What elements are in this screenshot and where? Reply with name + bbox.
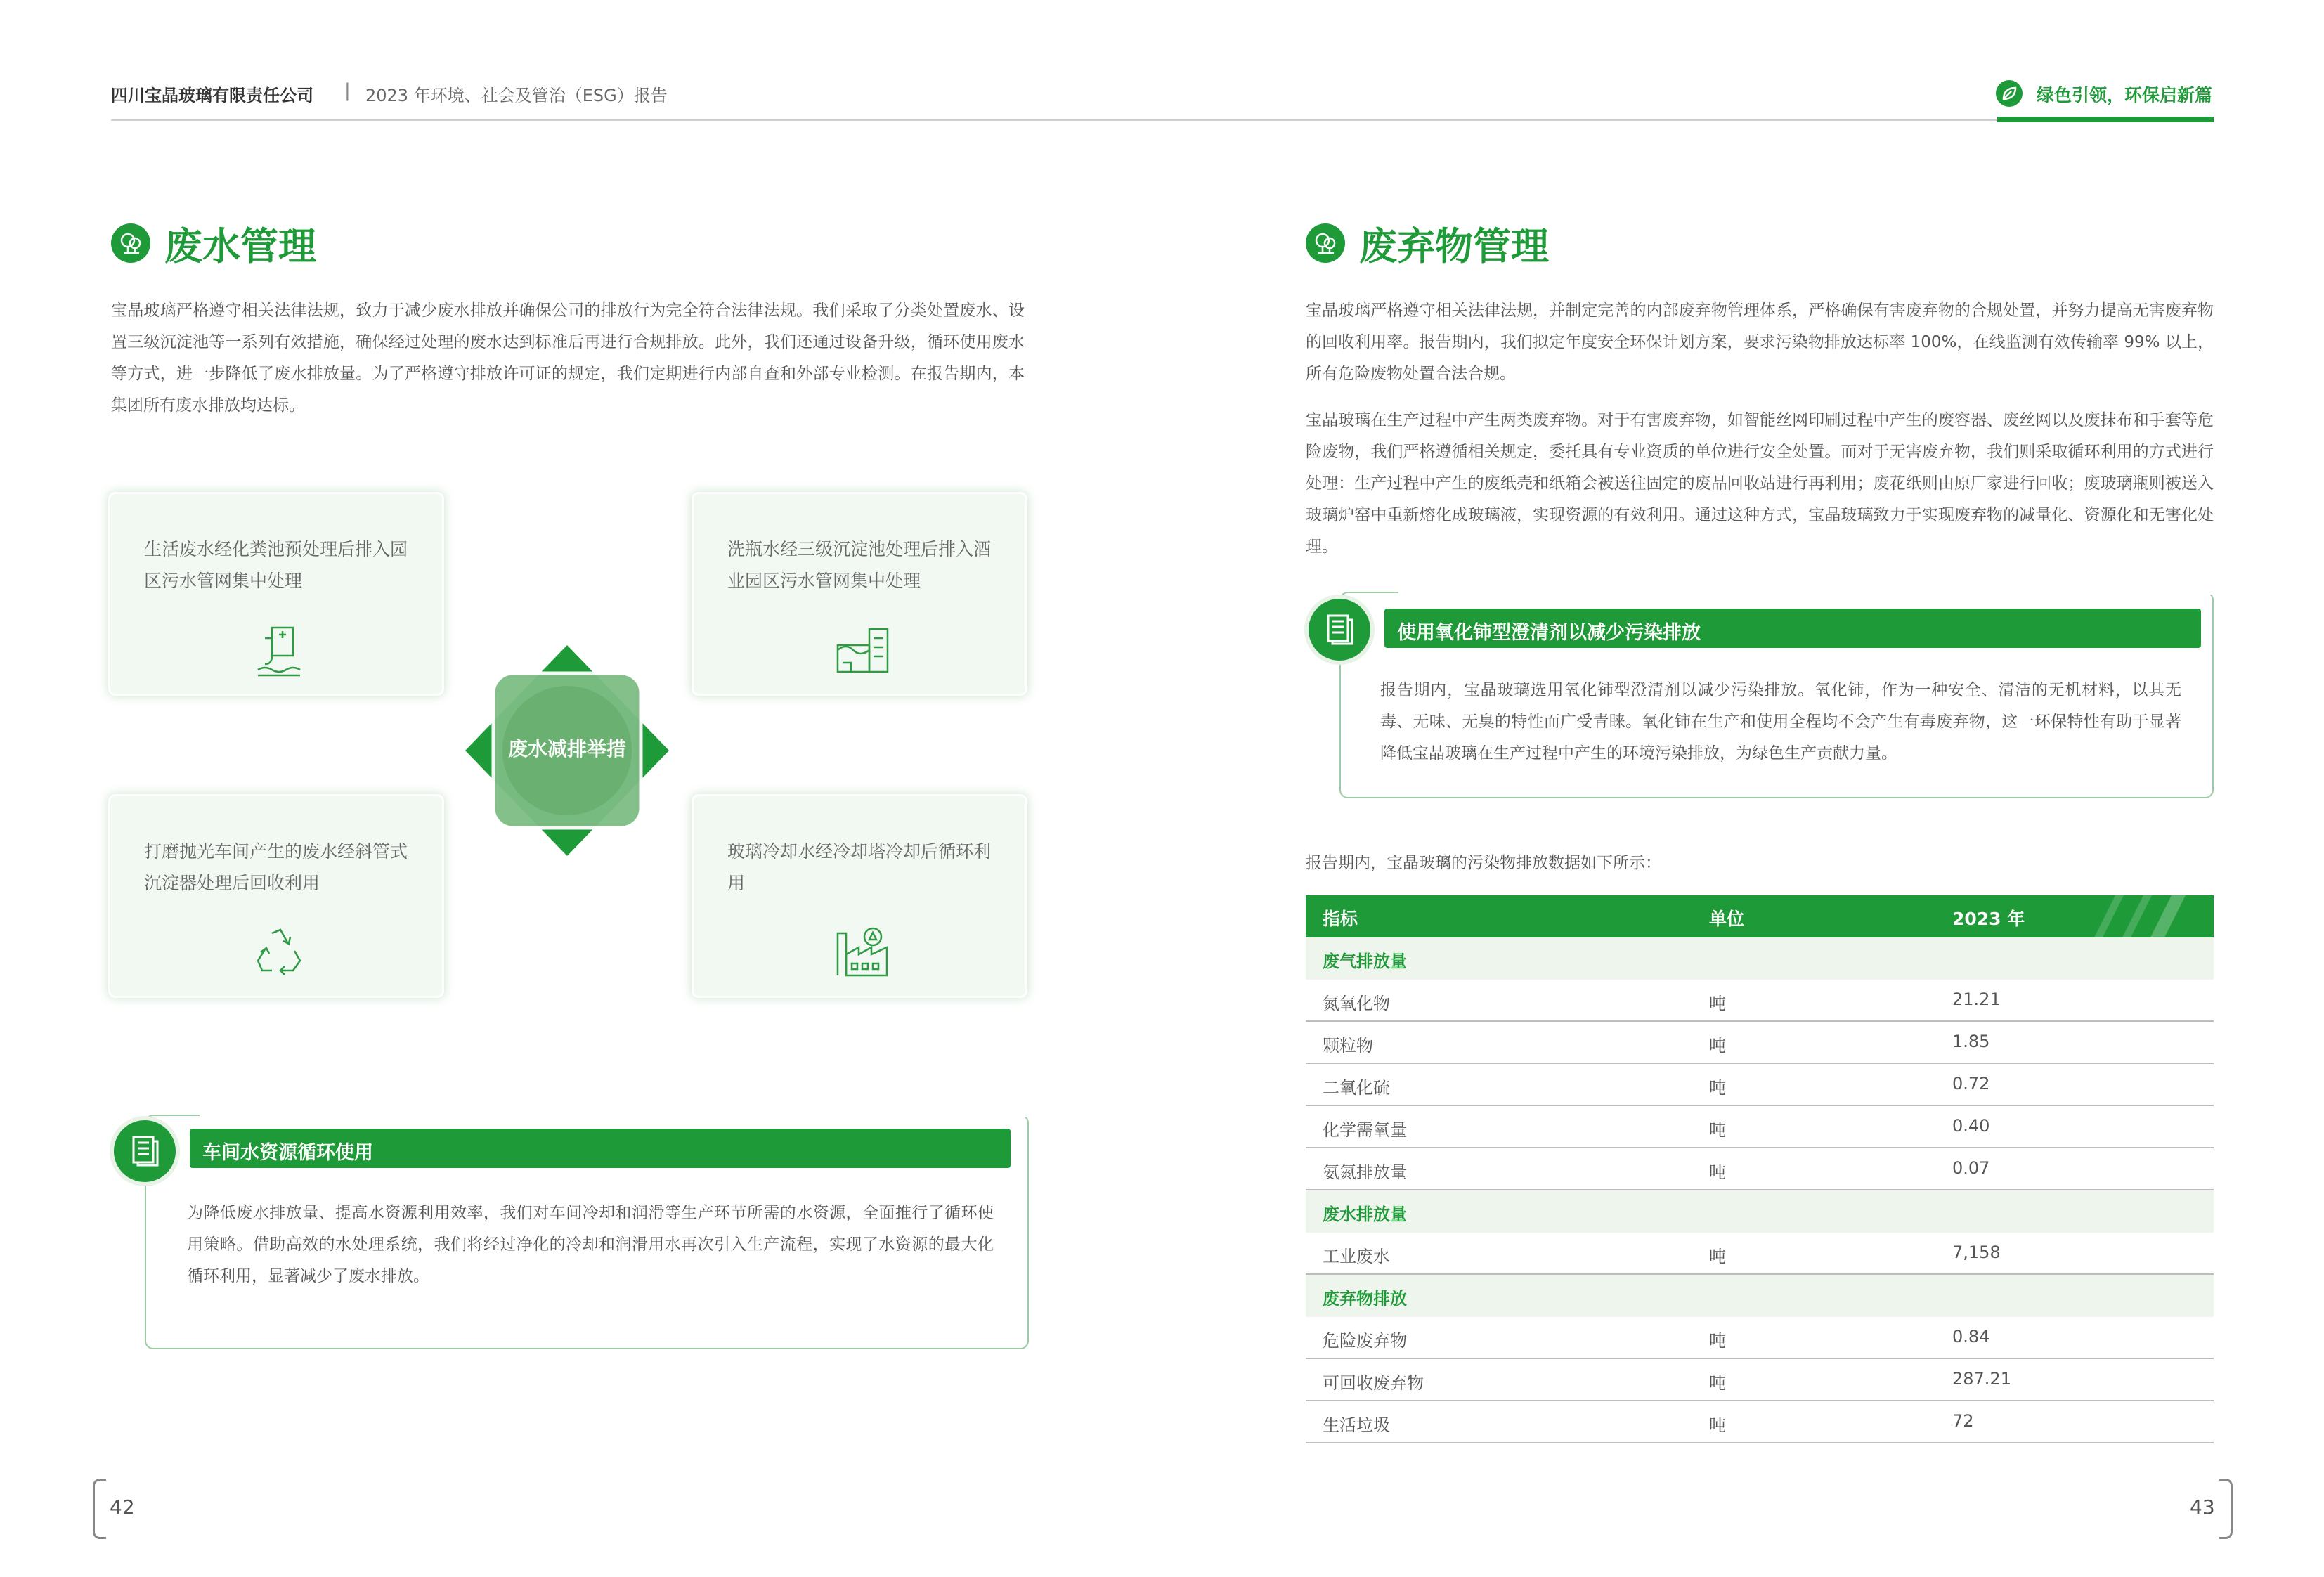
table-category-row <box>1306 937 2214 980</box>
cerium-clarifier-text: 报告期内，宝晶玻璃选用氧化铈型澄清剂以减少污染排放。氧化铈，作为一种安全、清洁的无机材料，以其无毒、无味、无臭的特性而广受青睐。氧化铈在生产和使用全程均不会产生有毒废弃物，这一环保特性有助于显著降低宝晶玻璃在生产过程中产生的环境污染排放，为绿色生产贡献力量。 <box>1380 681 2181 762</box>
cell-name: 氨氮排放量 <box>1323 1162 1407 1182</box>
cell-unit: 吨 <box>1709 1120 1726 1140</box>
table-row <box>1306 1233 2214 1275</box>
tree-icon <box>111 223 150 263</box>
cell-name: 化学需氧量 <box>1323 1120 1407 1140</box>
cell-name: 生活垃圾 <box>1323 1415 1390 1435</box>
table-row <box>1306 980 2214 1022</box>
company-name: 四川宝晶玻璃有限责任公司 <box>111 86 313 105</box>
waste-intro-1: 宝晶玻璃严格遵守相关法律法规，并制定完善的内部废弃物管理体系，严格确保有害废弃物的合规处置，并努力提高无害废弃物的回收利用率。报告期内，我们拟定年度安全环保计划方案，要求污染物排放达标率 100%，在线监测有效传输率 99% 以上，所有危险废物处置合法合规。 <box>1306 301 2214 383</box>
category-label: 废气排放量 <box>1323 952 1407 971</box>
water-recycling-text: 为降低废水排放量、提高水资源利用效率，我们对车间冷却和润滑等生产环节所需的水资源，全面推行了循环使用策略。借助高效的水处理系统，我们将经过净化的冷却和润滑用水再次引入生产流程，实现了水资源的最大化循环利用，显著减少了废水排放。 <box>187 1204 994 1285</box>
category-label: 废水排放量 <box>1323 1205 1407 1224</box>
cell-name: 工业废水 <box>1323 1247 1390 1266</box>
category-label: 废弃物排放 <box>1323 1289 1407 1309</box>
cell-value: 72 <box>1952 1411 1974 1431</box>
table-row <box>1306 1064 2214 1106</box>
cell-unit: 吨 <box>1709 1247 1726 1266</box>
header-separator: | <box>344 80 351 101</box>
pollutant-emission-table <box>1306 895 2214 1443</box>
header-year: 2023 年 <box>1952 909 2025 929</box>
report-title: 2023 年环境、社会及管治（ESG）报告 <box>365 86 668 105</box>
waste-intro-2: 宝晶玻璃在生产过程中产生两类废弃物。对于有害废弃物，如智能丝网印刷过程中产生的废容器、废丝网以及废抹布和手套等危险废物，我们严格遵循相关规定，委托具有专业资质的单位进行安全处置。而对于无害废弃物，我们则采取循环利用的方式进行处理：生产过程中产生的废纸壳和纸箱会被送往固定的废品回收站进行再利用；废花纸则由原厂家进行回收；废玻璃瓶则被送入玻璃炉窑中重新熔化成玻璃液，实现资源的有效利用。通过这种方式，宝晶玻璃致力于实现废弃物的减量化、资源化和无害化处理。 <box>1306 411 2214 556</box>
cell-value: 0.72 <box>1952 1074 1990 1093</box>
table-row <box>1306 1317 2214 1359</box>
cell-unit: 吨 <box>1709 1373 1726 1393</box>
table-row <box>1306 1106 2214 1148</box>
wastewater-section-title: 废水管理 <box>164 224 316 268</box>
factory-icon <box>827 916 897 986</box>
header-unit: 单位 <box>1709 909 1745 929</box>
cell-name: 颗粒物 <box>1323 1036 1373 1056</box>
recycle-icon <box>244 916 314 986</box>
table-category-row <box>1306 1275 2214 1317</box>
waste-section-title: 废弃物管理 <box>1359 224 1549 268</box>
cell-value: 0.07 <box>1952 1158 1990 1178</box>
table-category-row <box>1306 1190 2214 1233</box>
box-top-gap <box>200 1110 1029 1117</box>
cell-unit: 吨 <box>1709 1162 1726 1182</box>
table-intro: 报告期内，宝晶玻璃的污染物排放数据如下所示： <box>1306 854 1661 872</box>
table-header <box>1306 895 2214 937</box>
measure-text: 生活废水经化粪池预处理后排入园区污水管网集中处理 <box>144 539 408 591</box>
cell-value: 7,158 <box>1952 1242 2001 1262</box>
page-number-right: 43 <box>2190 1495 2215 1519</box>
cell-name: 危险废弃物 <box>1323 1331 1407 1351</box>
measure-card-polishing-wastewater <box>108 794 444 998</box>
cell-value: 0.40 <box>1952 1116 1990 1136</box>
table-row <box>1306 1022 2214 1064</box>
cell-value: 21.21 <box>1952 989 2001 1009</box>
cell-value: 287.21 <box>1952 1369 2011 1389</box>
cerium-clarifier-title: 使用氧化铈型澄清剂以减少污染排放 <box>1397 622 1701 644</box>
cell-unit: 吨 <box>1709 994 1726 1013</box>
measure-text: 玻璃冷却水经冷却塔冷却后循环利用 <box>727 841 992 893</box>
cell-unit: 吨 <box>1709 1331 1726 1351</box>
box-top-gap <box>1398 588 2214 595</box>
document-icon <box>1304 595 1375 665</box>
page-bracket-left <box>93 1479 106 1539</box>
header-indicator: 指标 <box>1323 909 1358 929</box>
cell-value: 1.85 <box>1952 1032 1990 1051</box>
cell-unit: 吨 <box>1709 1036 1726 1056</box>
cell-unit: 吨 <box>1709 1078 1726 1098</box>
measure-card-cooling-water <box>692 794 1027 998</box>
measure-text: 洗瓶水经三级沉淀池处理后排入酒业园区污水管网集中处理 <box>727 539 992 591</box>
wastewater-intro: 宝晶玻璃严格遵守相关法律法规，致力于减少废水排放并确保公司的排放行为完全符合法律法规。我们采取了分类处置废水、设置三级沉淀池等一系列有效措施，确保经过处理的废水达到标准后再进行合规排放。此外，我们还通过设备升级，循环使用废水等方式，进一步降低了废水排放量。为了严格遵守排放许可证的规定，我们定期进行内部自查和外部专业检测。在报告期内，本集团所有废水排放均达标。 <box>111 301 1025 415</box>
cell-unit: 吨 <box>1709 1415 1726 1435</box>
cell-name: 氮氧化物 <box>1323 994 1390 1013</box>
table-row <box>1306 1359 2214 1401</box>
leaf-icon <box>1996 80 2023 107</box>
drain-pipe-icon <box>244 614 314 684</box>
header-stripes-decoration <box>2080 895 2186 937</box>
table-row <box>1306 1148 2214 1190</box>
table-row <box>1306 1401 2214 1443</box>
measure-card-bottle-washing <box>692 492 1027 696</box>
page-number-left: 42 <box>110 1495 135 1519</box>
water-recycling-title: 车间水资源循环使用 <box>202 1142 373 1164</box>
tree-icon <box>1306 223 1345 263</box>
page-bracket-right <box>2219 1479 2233 1539</box>
header-accent-bar <box>1997 117 2214 122</box>
measure-card-domestic-wastewater <box>108 492 444 696</box>
header-divider <box>111 119 2214 121</box>
header-slogan: 绿色引领，环保启新篇 <box>2037 85 2213 105</box>
cell-name: 二氧化硫 <box>1323 1078 1390 1098</box>
cell-name: 可回收废弃物 <box>1323 1373 1424 1393</box>
cell-value: 0.84 <box>1952 1327 1990 1346</box>
measure-text: 打磨抛光车间产生的废水经斜管式沉淀器处理后回收利用 <box>144 841 408 893</box>
sewage-plant-icon <box>827 614 897 684</box>
document-icon <box>110 1116 180 1186</box>
center-label: 废水减排举措 <box>507 737 626 760</box>
